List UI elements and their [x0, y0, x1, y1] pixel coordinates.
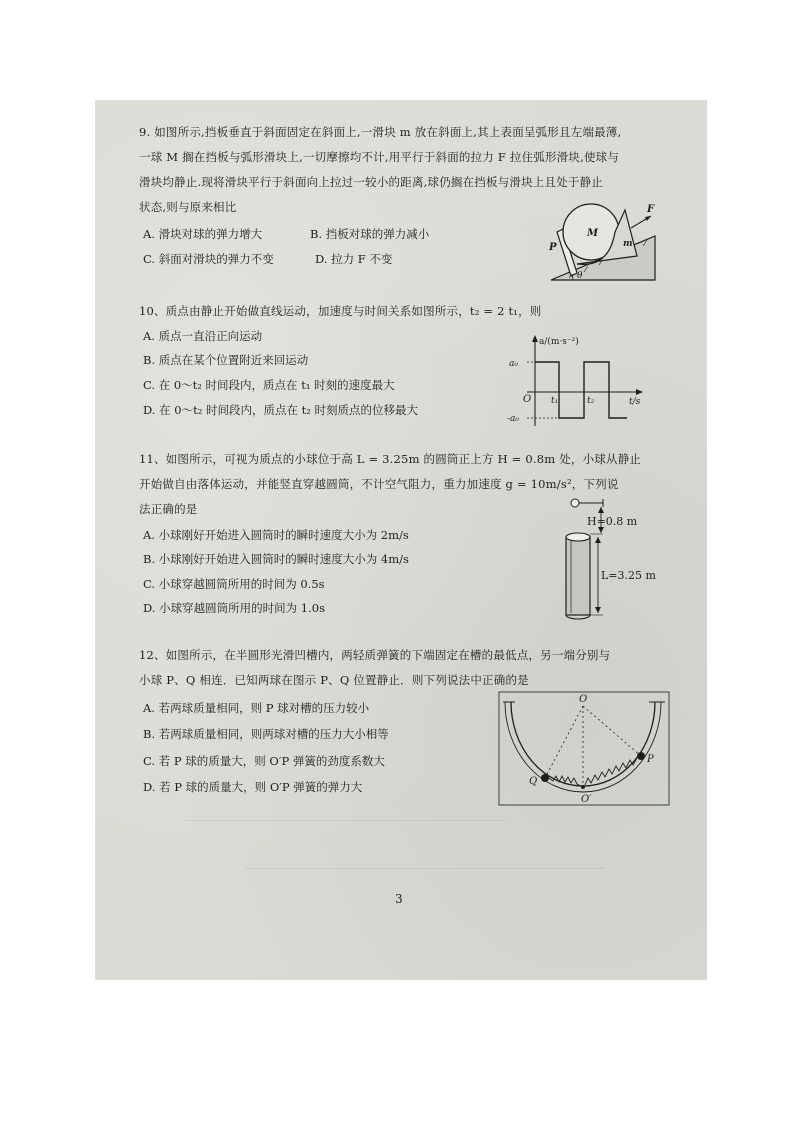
q9-label-theta: θ: [577, 271, 583, 281]
q10-ylabel: a/(m·s⁻²): [539, 337, 579, 347]
q10-stem-line-1: 10、质点由静止开始做直线运动，加速度与时间关系如图所示，t₂ = 2 t₁，则: [139, 304, 542, 318]
q11-label-h: H=0.8 m: [587, 515, 638, 528]
q9-incline-figure: [543, 198, 663, 286]
bleed-through-mark: [245, 868, 605, 869]
q12-label-q: Q: [529, 776, 538, 787]
q9-option-a: A. 滑块对球的弹力增大: [143, 227, 263, 241]
q11-stem-line-1: 11、如图所示，可视为质点的小球位于高 L = 3.25m 的圆筒正上方 H = 0.8m 处，小球从静止: [139, 452, 642, 466]
scanned-exam-page: [95, 100, 707, 980]
q12-semicircle-groove-figure: [499, 692, 669, 806]
q11-option-b: B. 小球刚好开始进入圆筒时的瞬时速度大小为 4m/s: [143, 552, 409, 566]
q9-label-slider-m: m: [623, 239, 633, 249]
q11-option-d: D. 小球穿越圆筒所用的时间为 1.0s: [143, 601, 325, 615]
q9-stem-line-1: 9. 如图所示,挡板垂直于斜面固定在斜面上,一滑块 m 放在斜面上,其上表面呈弧形且左端最薄,: [139, 125, 622, 139]
q9-label-ball-m: M: [587, 228, 599, 239]
q9-stem-line-2: 一球 M 搁在挡板与弧形滑块上,一切摩擦均不计,用平行于斜面的拉力 F 拉住弧形滑块,使球与: [139, 150, 620, 164]
q10-xlabel: t/s: [629, 397, 641, 407]
q12-stem-line-1: 12、如图所示，在半圆形光滑凹槽内，两轻质弹簧的下端固定在槽的最低点，另一端分别与: [139, 648, 611, 662]
q9-stem-line-3: 滑块均静止.现将滑块平行于斜面向上拉过一较小的距离,球仍搁在挡板与滑块上且处于静止: [139, 175, 604, 189]
q12-option-c: C. 若 P 球的质量大，则 O′P 弹簧的劲度系数大: [143, 754, 385, 768]
q10-label-origin: O: [523, 394, 532, 405]
q12-label-o-prime: O′: [581, 794, 592, 805]
q9-option-b: B. 挡板对球的弹力减小: [310, 227, 430, 241]
q12-option-d: D. 若 P 球的质量大，则 O′P 弹簧的弹力大: [143, 780, 363, 794]
q12-stem-line-2: 小球 P、Q 相连．已知两球在图示 P、Q 位置静止．则下列说法中正确的是: [139, 673, 529, 687]
q9-label-p: P: [549, 242, 557, 253]
q11-stem-line-2: 开始做自由落体运动，并能竖直穿越圆筒，不计空气阻力，重力加速度 g = 10m/s²，下列说: [139, 477, 619, 491]
q10-label-neg-a0: -a₀: [507, 414, 520, 424]
bleed-through-mark: [185, 820, 505, 821]
q11-option-c: C. 小球穿越圆筒所用的时间为 0.5s: [143, 577, 325, 591]
q11-label-l: L=3.25 m: [601, 569, 656, 582]
q10-label-t1: t₁: [551, 396, 559, 406]
q9-option-d: D. 拉力 F 不变: [315, 252, 393, 266]
q12-label-p: P: [647, 754, 654, 765]
q12-label-o: O: [579, 694, 588, 705]
q12-option-a: A. 若两球质量相同，则 P 球对槽的压力较小: [143, 701, 370, 715]
q10-option-d: D. 在 0～t₂ 时间段内，质点在 t₂ 时刻质点的位移最大: [143, 403, 419, 417]
q11-stem-line-3: 法正确的是: [139, 502, 198, 516]
q10-option-c: C. 在 0～t₂ 时间段内，质点在 t₁ 时刻的速度最大: [143, 378, 395, 392]
q10-label-a0: a₀: [509, 359, 518, 369]
q11-option-a: A. 小球刚好开始进入圆筒时的瞬时速度大小为 2m/s: [143, 528, 409, 542]
q9-option-c: C. 斜面对滑块的弹力不变: [143, 252, 274, 266]
q9-label-f: F: [647, 204, 655, 215]
q9-stem-line-4: 状态,则与原来相比: [139, 200, 237, 214]
q10-option-a: A. 质点一直沿正向运动: [143, 329, 263, 343]
q11-cylinder-figure: [563, 497, 683, 622]
page-number: 3: [395, 892, 403, 906]
q10-option-b: B. 质点在某个位置附近来回运动: [143, 353, 309, 367]
q10-label-t2: t₂: [587, 396, 595, 406]
q12-option-b: B. 若两球质量相同，则两球对槽的压力大小相等: [143, 727, 389, 741]
q10-acceleration-time-graph: [505, 332, 653, 432]
